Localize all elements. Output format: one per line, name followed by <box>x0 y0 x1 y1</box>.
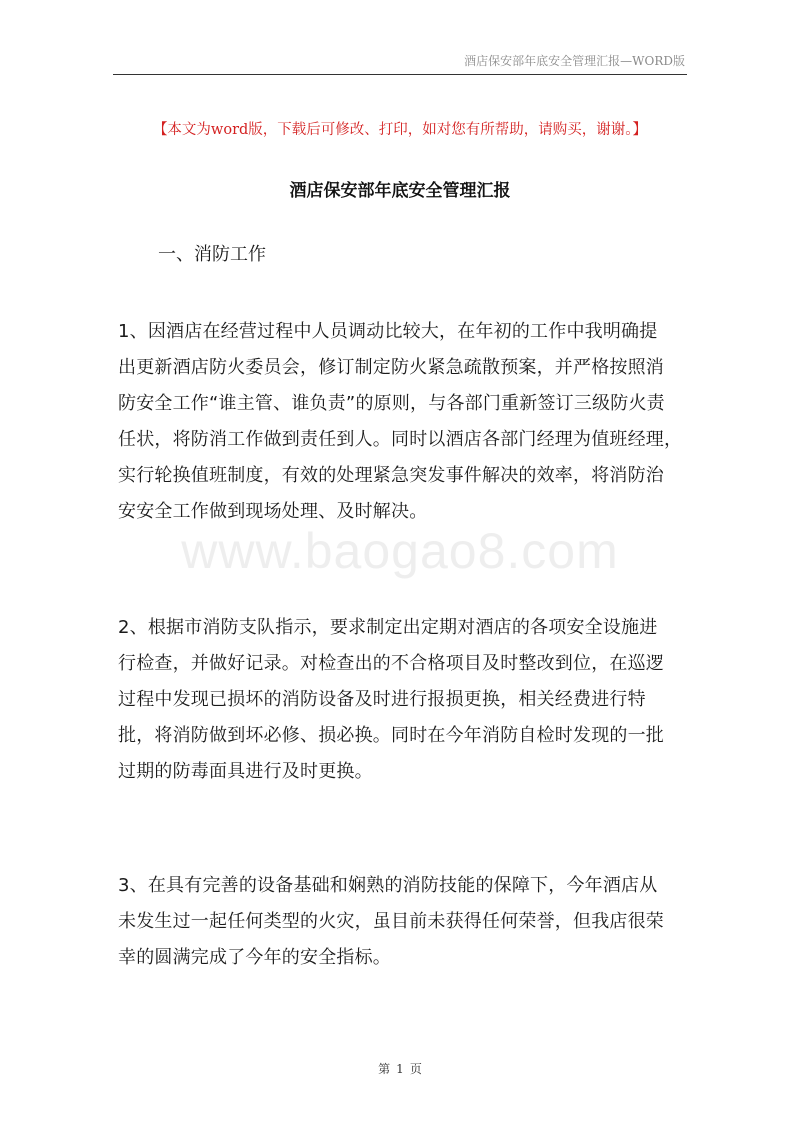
paragraph-line: 安安全工作做到现场处理、及时解决。 <box>118 501 428 522</box>
purchase-notice: 【本文为word版，下载后可修改、打印，如对您有所帮助，请购买，谢谢。】 <box>152 122 648 138</box>
paragraph-line: 防安全工作“谁主管、谁负责”的原则，与各部门重新签订三级防火责 <box>118 393 665 414</box>
paragraph-2 <box>118 610 688 790</box>
paragraph-line: 批，将消防做到坏必修、损必换。同时在今年消防自检时发现的一批 <box>118 725 664 746</box>
paragraph-line: 实行轮换值班制度，有效的处理紧急突发事件解决的效率，将消防治 <box>118 465 664 486</box>
paragraph-line: 过程中发现已损坏的消防设备及时进行报损更换，相关经费进行特 <box>118 689 646 710</box>
paragraph-line: 过期的防毒面具进行及时更换。 <box>118 761 373 782</box>
paragraph-line: 2、根据市消防支队指示，要求制定出定期对酒店的各项安全设施进 <box>118 617 658 638</box>
paragraph-line: 行检查，并做好记录。对检查出的不合格项目及时整改到位，在巡逻 <box>118 653 664 674</box>
paragraph-line: 3、在具有完善的设备基础和娴熟的消防技能的保障下，今年酒店从 <box>118 875 658 896</box>
paragraph-line: 出更新酒店防火委员会，修订制定防火紧急疏散预案，并严格按照消 <box>118 357 664 378</box>
paragraph-3 <box>118 868 688 976</box>
paragraph-line: 任状，将防消工作做到责任到人。同时以酒店各部门经理为值班经理， <box>118 429 683 450</box>
page-prefix: 第 <box>378 1062 391 1076</box>
page-suffix: 页 <box>409 1062 422 1076</box>
page-footer <box>0 1060 800 1077</box>
paragraph-line: 幸的圆满完成了今年的安全指标。 <box>118 947 391 968</box>
section-heading-fire-work: 一、消防工作 <box>158 244 266 265</box>
running-header: 酒店保安部年底安全管理汇报—WORD版 <box>464 54 685 68</box>
header-divider <box>113 74 687 75</box>
page-number: 1 <box>396 1062 404 1076</box>
paragraph-line: 1、因酒店在经营过程中人员调动比较大，在年初的工作中我明确提 <box>118 321 658 342</box>
paragraph-line: 未发生过一起任何类型的火灾，虽目前未获得任何荣誉，但我店很荣 <box>118 911 664 932</box>
watermark: www.baogao8.com <box>181 523 619 579</box>
document-title: 酒店保安部年底安全管理汇报 <box>289 181 511 201</box>
paragraph-1 <box>118 314 688 530</box>
